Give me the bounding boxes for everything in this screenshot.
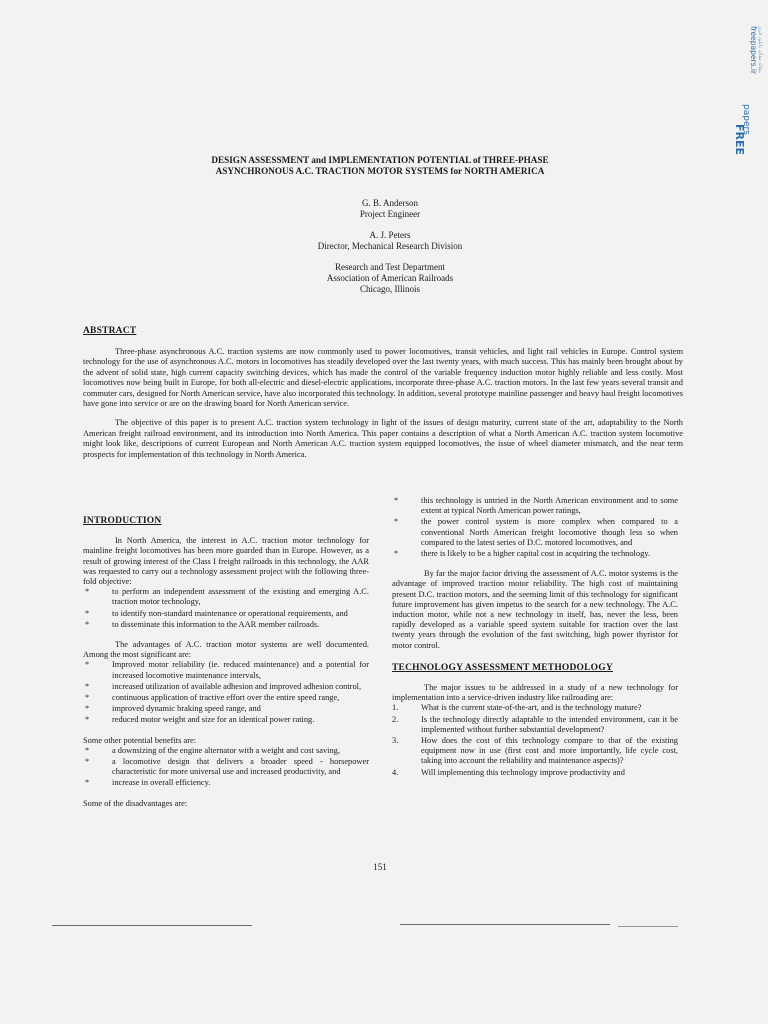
list-item: 1. What is the current state-of-the-art, and is the technology mature? (392, 703, 642, 713)
author-2-name: A. J. Peters (369, 230, 411, 240)
affiliation-dept: Research and Test Department (335, 262, 445, 272)
benefits-intro: Some other potential benefits are: (83, 735, 197, 745)
bullet-marker: * (85, 704, 90, 714)
list-item: * to disseminate this information to the AAR member railroads. (85, 619, 320, 629)
list-item: 2. Is the technology directly adaptable to the intended environment, can it be implemented without further substantial development? (392, 714, 678, 734)
list-item: * increased utilization of available adhesion and improved adhesion control, (85, 681, 362, 691)
bullet-marker: * (85, 660, 90, 670)
list-item: * increase in overall efficiency. (85, 778, 211, 788)
bullet-marker: * (394, 517, 399, 527)
issues-list (392, 703, 678, 777)
list-item: * reduced motor weight and size for an identical power rating. (85, 715, 315, 725)
watermark-small-text: مقاله مقاله دانلود فری (757, 26, 763, 74)
abstract-heading: ABSTRACT (83, 326, 137, 336)
item-number: 3. (392, 736, 399, 746)
abstract-body (83, 347, 683, 469)
bullet-marker: * (85, 778, 90, 788)
methodology-intro: The major issues to be addressed in a study of a new technology for implementation into a service-driven industry like railroading are: (392, 683, 678, 703)
disadvantages-list (392, 496, 678, 559)
list-item: * improved dynamic braking speed range, and (85, 704, 261, 714)
author-2-role: Director, Mechanical Research Division (317, 241, 463, 251)
bullet-marker: * (85, 587, 90, 597)
item-number: 1. (392, 703, 399, 713)
bullet-marker: * (394, 496, 399, 505)
bullet-marker: * (85, 715, 90, 725)
benefits-list (83, 746, 369, 789)
right-column (392, 496, 678, 779)
advantages-intro: The advantages of A.C. traction motor systems are well documented. Among the most significant are: (83, 640, 369, 660)
reliability-paragraph: By far the major factor driving the assessment of A.C. motor systems is the advantage of improved traction motor reliability. The high cost of maintaining present D.C. traction motors, and the seeming limit of this technology for significant future improvement has given impetus to the search for a new technology. The A.C. induction motor, while not a new technology in itself, has, never the less, been rapidly developed as a variable speed system suitable for traction over the last twenty years through the evolution of the fast switching, high power thyristor for motor control. (392, 569, 678, 650)
list-item: 4. Will implementing this technology improve productivity and (392, 767, 625, 777)
freepapers-logo-icon (733, 22, 763, 162)
bullet-marker: * (85, 608, 90, 618)
author-block (230, 198, 550, 295)
abstract-paragraph-1: Three-phase asynchronous A.C. traction systems are now commonly used to power locomotives, transit vehicles, and light rail vehicles in Europe. Control system technology for the use of asynchronous A.C. motors in locomotives has steadily developed over the last twenty years, with much success. This has mainly been brought about by the advent of solid state, high current capacity switching devices, which has made the control of the variable frequency induction motor highly reliable and less costly. Most locomotives now being built in Europe, for both all-electric and diesel-electric applications, incorporate three-phase A.C. traction motors. In the last few years several transit and commuter cars, designed for North American service, have also incorporated this technology. In addition, several prototype mainline passenger and heavy haul freight locomotives have gone into service or are on the drawing board for North American service. (83, 347, 683, 409)
paper-title (150, 155, 610, 177)
methodology-heading: TECHNOLOGY ASSESSMENT METHODOLOGY (392, 662, 613, 673)
abstract-paragraph-2: The objective of this paper is to present A.C. traction system technology in light of the issues of design maturity, current state of the art, adaptability to the North American freight railroad environment, and its introduction into North America. This paper contains a description of what a North American A.C. traction system locomotive might look like, descriptions of current European and North American A.C. traction system equipped locomotives, the issue of wheel diameter mismatch, and the near term prospects for implementation of this technology in North America. (83, 418, 683, 459)
title-line-2: ASYNCHRONOUS A.C. TRACTION MOTOR SYSTEMS for NORTH AMERICA (215, 166, 545, 176)
freepapers-watermark[interactable] (733, 22, 763, 162)
list-item: * a downsizing of the engine alternator with a weight and cost saving, (85, 745, 340, 755)
bottom-rule-right (400, 924, 610, 925)
author-1-role: Project Engineer (359, 209, 421, 219)
bullet-marker: * (85, 693, 90, 703)
introduction-heading: INTRODUCTION (83, 516, 162, 526)
bottom-rule-left (52, 925, 252, 926)
bullet-marker: * (85, 745, 90, 755)
list-item: * there is likely to be a higher capital cost in acquiring the technology. (394, 549, 650, 559)
list-item: * the power control system is more complex when compared to a conventional North American freight locomotive though less so when compared to the latest series of D.C. motored locomotives, and (394, 517, 678, 547)
list-item: * a locomotive design that delivers a broader speed - horsepower characteristic for more universal use and increased productivity, and (85, 757, 369, 777)
bullet-marker: * (85, 757, 90, 767)
affiliation-city: Chicago, Illinois (360, 284, 420, 294)
title-line-1: DESIGN ASSESSMENT and IMPLEMENTATION POTENTIAL of THREE-PHASE (211, 155, 549, 165)
author-1-name: G. B. Anderson (362, 198, 418, 208)
list-item: * this technology is untried in the North American environment and to some extent at typical North American power ratings, (394, 496, 678, 516)
bullet-marker: * (85, 619, 90, 629)
objectives-list (83, 587, 369, 630)
item-number: 4. (392, 767, 399, 777)
watermark-site: freepapers.ir (749, 26, 758, 75)
page-number: 151 (373, 862, 387, 872)
list-item: * to perform an independent assessment of the existing and emerging A.C. traction motor technology, (85, 587, 369, 607)
affiliation-org: Association of American Railroads (326, 273, 454, 283)
bullet-marker: * (394, 549, 399, 559)
watermark-brand: FREE (733, 124, 746, 156)
bottom-rule-edge (618, 926, 678, 927)
list-item: 3. How does the cost of this technology compare to that of the existing equipment now in use (first cost and more importantly, life cycle cost, taking into account the reliability and maintenance aspects)? (392, 736, 678, 766)
list-item: * to identify non-standard maintenance or operational requirements, and (85, 608, 348, 618)
bullet-marker: * (85, 681, 90, 691)
advantages-list (83, 660, 369, 725)
item-number: 2. (392, 714, 399, 724)
list-item: * Improved motor reliability (ie. reduced maintenance) and a potential for increased locomotive maintenance intervals, (85, 660, 369, 680)
disadvantages-intro: Some of the disadvantages are: (83, 798, 188, 808)
list-item: * continuous application of tractive effort over the entire speed range, (85, 693, 340, 703)
intro-paragraph: In North America, the interest in A.C. traction motor technology for mainline freight locomotives has been more guarded than in Europe. However, as a result of growing interest of the Class I freight railroads in this technology, the AAR was requested to carry out a technology assessment project with the following three-fold objective: (83, 536, 369, 587)
watermark-brand-sub: papers (741, 104, 751, 135)
left-column (83, 516, 369, 809)
